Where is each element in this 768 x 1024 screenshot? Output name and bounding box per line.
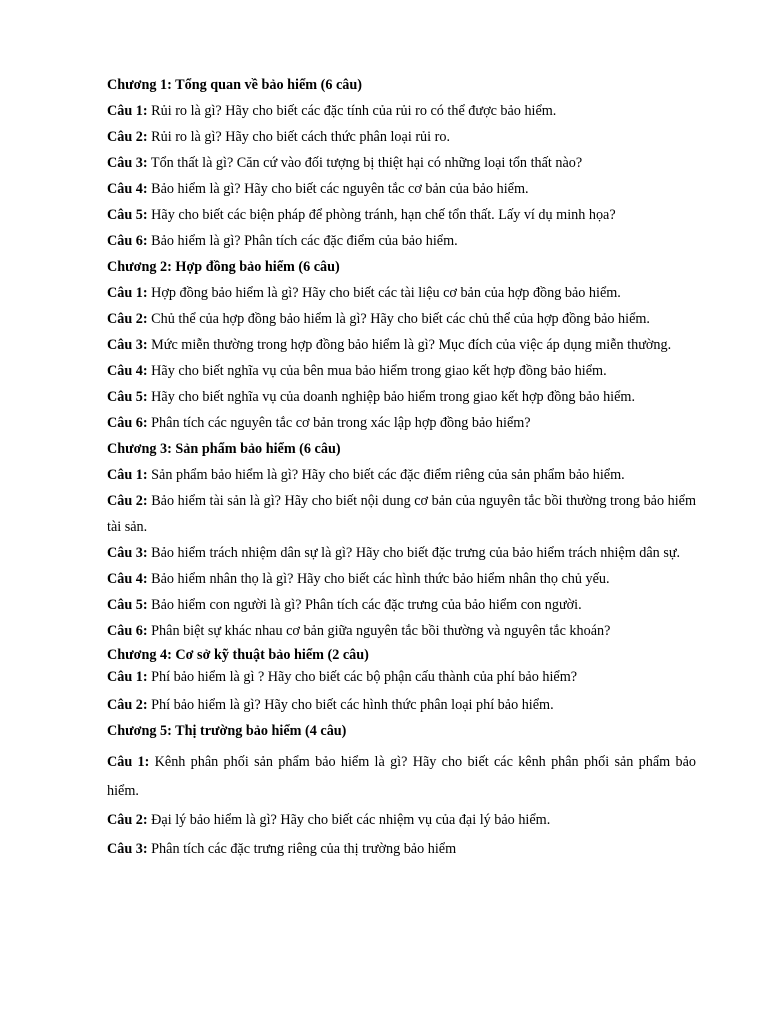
question-text: Bảo hiểm là gì? Phân tích các đặc điểm của bảo hiểm. bbox=[147, 233, 458, 249]
question-number: Câu 3: bbox=[107, 337, 148, 353]
ch3-question-4 bbox=[107, 566, 696, 592]
question-number: Câu 1: bbox=[107, 467, 148, 483]
ch2-question-3 bbox=[107, 332, 696, 358]
ch1-question-4 bbox=[107, 176, 696, 202]
question-text: Hãy cho biết nghĩa vụ của bên mua bảo hiểm trong giao kết hợp đồng bảo hiểm. bbox=[147, 363, 607, 379]
question-text: Bảo hiểm con người là gì? Phân tích các đặc trưng của bảo hiểm con người. bbox=[147, 597, 582, 613]
ch3-question-3 bbox=[107, 540, 696, 566]
question-number: Câu 2: bbox=[107, 493, 148, 509]
ch1-question-2 bbox=[107, 124, 696, 150]
question-number: Câu 6: bbox=[107, 233, 148, 249]
question-text: Bảo hiểm tài sản là gì? Hãy cho biết nội dung cơ bản của nguyên tắc bồi thường trong bảo hiểm tài sản. bbox=[107, 493, 696, 535]
question-text: Bảo hiểm là gì? Hãy cho biết các nguyên tắc cơ bản của bảo hiểm. bbox=[147, 181, 529, 197]
question-number: Câu 4: bbox=[107, 363, 148, 379]
question-text: Chủ thể của hợp đồng bảo hiểm là gì? Hãy cho biết các chủ thể của hợp đồng bảo hiểm. bbox=[147, 311, 650, 327]
ch4-question-2 bbox=[107, 692, 696, 718]
question-text: Bảo hiểm nhân thọ là gì? Hãy cho biết các hình thức bảo hiểm nhân thọ chủ yếu. bbox=[147, 571, 610, 587]
ch2-question-1 bbox=[107, 280, 696, 306]
question-number: Câu 5: bbox=[107, 389, 148, 405]
question-text: Hãy cho biết các biện pháp để phòng tránh, hạn chế tổn thất. Lấy ví dụ minh họa? bbox=[147, 207, 616, 223]
ch1-question-1 bbox=[107, 98, 696, 124]
question-number: Câu 1: bbox=[107, 103, 148, 119]
question-number: Câu 3: bbox=[107, 545, 148, 561]
question-text: Kênh phân phối sản phẩm bảo hiểm là gì? Hãy cho biết các kênh phân phối sản phẩm bảo hiểm. bbox=[107, 754, 696, 799]
chapter-2-title: Chương 2: Hợp đồng bảo hiểm (6 câu) bbox=[107, 259, 340, 275]
question-number: Câu 1: bbox=[107, 669, 148, 685]
question-number: Câu 5: bbox=[107, 597, 148, 613]
question-text: Sản phẩm bảo hiểm là gì? Hãy cho biết các đặc điểm riêng của sản phẩm bảo hiểm. bbox=[147, 467, 625, 483]
question-number: Câu 1: bbox=[107, 754, 150, 770]
ch1-question-3 bbox=[107, 150, 696, 176]
ch3-question-6 bbox=[107, 618, 696, 644]
question-text: Phí bảo hiểm là gì ? Hãy cho biết các bộ phận cấu thành của phí bảo hiểm? bbox=[147, 669, 578, 685]
question-number: Câu 5: bbox=[107, 207, 148, 223]
ch2-question-2 bbox=[107, 306, 696, 332]
ch2-question-4 bbox=[107, 358, 696, 384]
ch5-question-2 bbox=[107, 806, 696, 835]
ch5-question-1 bbox=[107, 748, 696, 806]
question-number: Câu 6: bbox=[107, 415, 148, 431]
ch3-question-2 bbox=[107, 488, 696, 540]
ch1-question-5 bbox=[107, 202, 696, 228]
ch2-question-6 bbox=[107, 410, 696, 436]
question-text: Tổn thất là gì? Căn cứ vào đối tượng bị thiệt hại có những loại tổn thất nào? bbox=[147, 155, 583, 171]
chapter-4-title: Chương 4: Cơ sở kỹ thuật bảo hiểm (2 câu) bbox=[107, 647, 369, 663]
question-number: Câu 3: bbox=[107, 841, 148, 857]
question-text: Rủi ro là gì? Hãy cho biết cách thức phân loại rủi ro. bbox=[147, 129, 450, 145]
question-text: Đại lý bảo hiểm là gì? Hãy cho biết các nhiệm vụ của đại lý bảo hiểm. bbox=[147, 812, 551, 828]
question-number: Câu 6: bbox=[107, 623, 148, 639]
chapter-3-title: Chương 3: Sản phẩm bảo hiểm (6 câu) bbox=[107, 441, 341, 457]
question-text: Hợp đồng bảo hiểm là gì? Hãy cho biết các tài liệu cơ bản của hợp đồng bảo hiểm. bbox=[147, 285, 621, 301]
question-number: Câu 3: bbox=[107, 155, 148, 171]
ch3-question-1 bbox=[107, 462, 696, 488]
ch3-question-5 bbox=[107, 592, 696, 618]
ch2-question-5 bbox=[107, 384, 696, 410]
question-number: Câu 1: bbox=[107, 285, 148, 301]
question-number: Câu 4: bbox=[107, 181, 148, 197]
question-number: Câu 2: bbox=[107, 129, 148, 145]
ch4-question-1 bbox=[107, 666, 696, 688]
question-text: Mức miễn thường trong hợp đồng bảo hiểm là gì? Mục đích của việc áp dụng miễn thường. bbox=[147, 337, 672, 353]
question-text: Phân biệt sự khác nhau cơ bản giữa nguyên tắc bồi thường và nguyên tắc khoán? bbox=[147, 623, 611, 639]
chapter-1-title: Chương 1: Tổng quan về bảo hiểm (6 câu) bbox=[107, 77, 362, 93]
question-number: Câu 4: bbox=[107, 571, 148, 587]
question-text: Phí bảo hiểm là gì? Hãy cho biết các hình thức phân loại phí bảo hiểm. bbox=[147, 697, 554, 713]
question-number: Câu 2: bbox=[107, 311, 148, 327]
ch5-question-3 bbox=[107, 835, 696, 864]
question-text: Rủi ro là gì? Hãy cho biết các đặc tính của rủi ro có thể được bảo hiểm. bbox=[147, 103, 557, 119]
question-number: Câu 2: bbox=[107, 697, 148, 713]
question-number: Câu 2: bbox=[107, 812, 148, 828]
chapter-5-title: Chương 5: Thị trường bảo hiểm (4 câu) bbox=[107, 723, 347, 739]
question-text: Phân tích các đặc trưng riêng của thị trường bảo hiểm bbox=[147, 841, 457, 857]
question-text: Phân tích các nguyên tắc cơ bản trong xác lập hợp đồng bảo hiểm? bbox=[147, 415, 531, 431]
question-text: Hãy cho biết nghĩa vụ của doanh nghiệp bảo hiểm trong giao kết hợp đồng bảo hiểm. bbox=[147, 389, 636, 405]
ch1-question-6 bbox=[107, 228, 696, 254]
question-text: Bảo hiểm trách nhiệm dân sự là gì? Hãy cho biết đặc trưng của bảo hiểm trách nhiệm dân sự. bbox=[147, 545, 681, 561]
